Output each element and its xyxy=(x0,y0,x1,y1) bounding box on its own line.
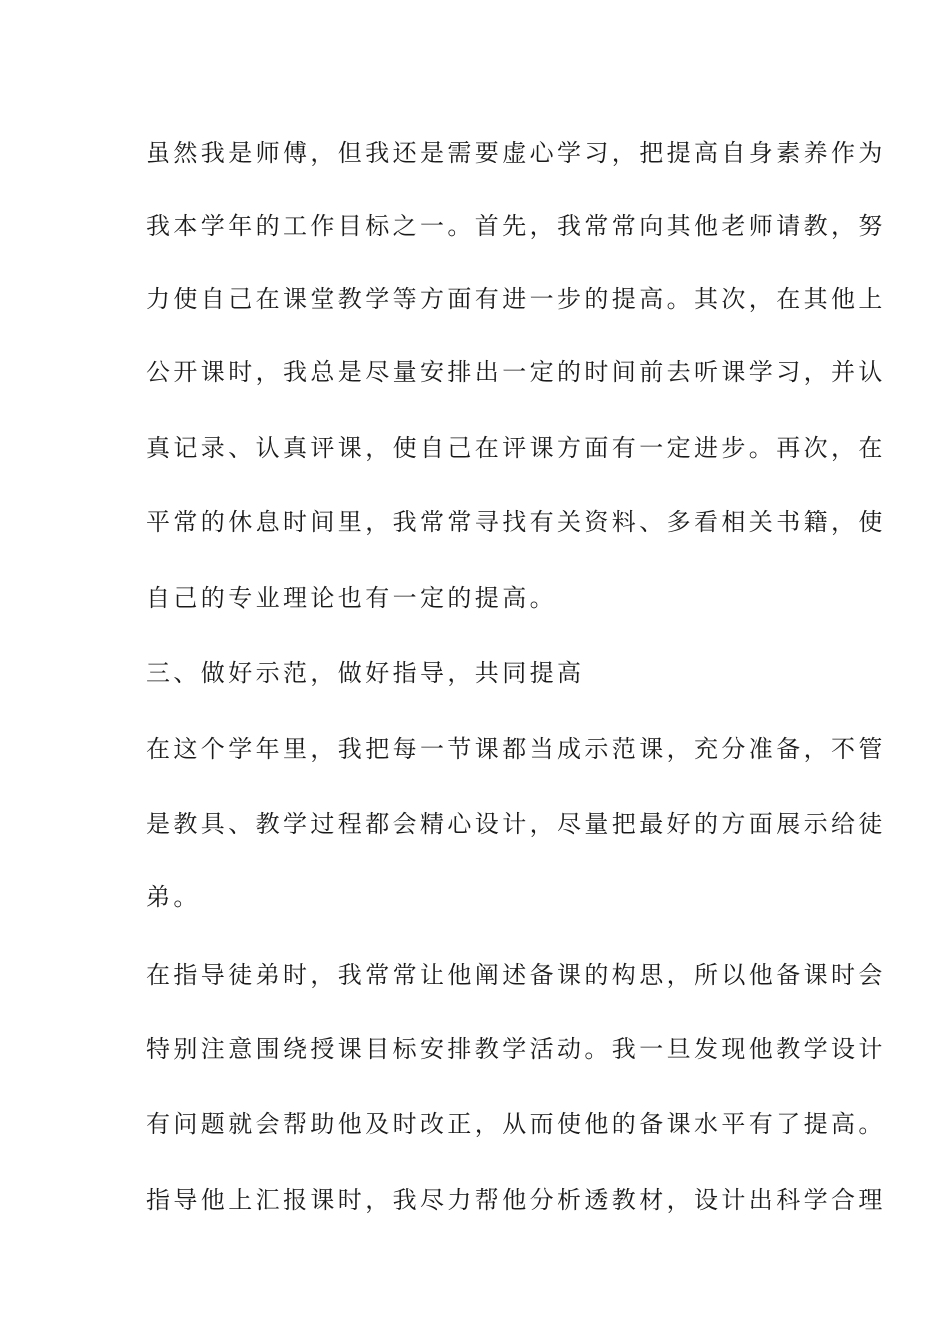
paragraph-line: 真记录、认真评课，使自己在评课方面有一定进步。再次，在 xyxy=(146,434,886,462)
paragraph-line: 在指导徒弟时，我常常让他阐述备课的构思，所以他备课时会 xyxy=(146,961,886,989)
paragraph-line: 指导他上汇报课时，我尽力帮他分析透教材，设计出科学合理 xyxy=(146,1186,886,1214)
paragraph-line: 自己的专业理论也有一定的提高。 xyxy=(146,584,557,612)
paragraph-line: 特别注意围绕授课目标安排教学活动。我一旦发现他教学设计 xyxy=(146,1035,886,1063)
paragraph-line: 虽然我是师傅，但我还是需要虚心学习，把提高自身素养作为 xyxy=(146,139,886,167)
paragraph-line: 有问题就会帮助他及时改正，从而使他的备课水平有了提高。 xyxy=(146,1110,886,1138)
section-heading: 三、做好示范，做好指导，共同提高 xyxy=(146,659,585,687)
paragraph-line: 平常的休息时间里，我常常寻找有关资料、多看相关书籍，使 xyxy=(146,508,886,536)
paragraph-line: 我本学年的工作目标之一。首先，我常常向其他老师请教，努 xyxy=(146,212,886,240)
paragraph-line: 公开课时，我总是尽量安排出一定的时间前去听课学习，并认 xyxy=(146,358,886,386)
paragraph-line: 力使自己在课堂教学等方面有进一步的提高。其次，在其他上 xyxy=(146,285,886,313)
paragraph-line: 在这个学年里，我把每一节课都当成示范课，充分准备，不管 xyxy=(146,735,886,763)
paragraph-line: 是教具、教学过程都会精心设计，尽量把最好的方面展示给徒 xyxy=(146,810,886,838)
paragraph-line: 弟。 xyxy=(146,883,201,911)
